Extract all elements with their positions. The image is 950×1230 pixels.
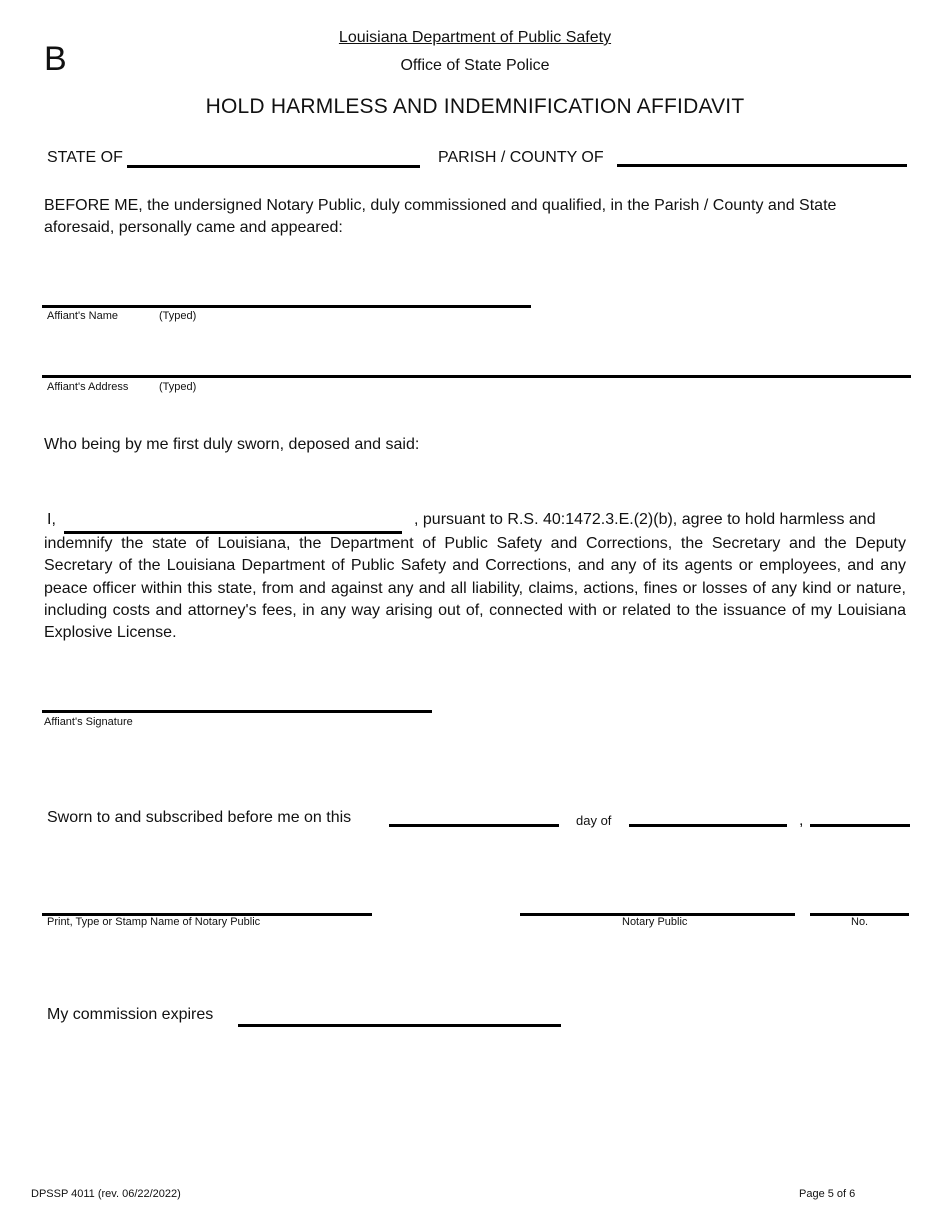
- agreement-i-label: I,: [47, 511, 56, 528]
- affiant-address-field[interactable]: [42, 375, 911, 378]
- office-header: Office of State Police: [400, 57, 550, 74]
- subscribed-month-field[interactable]: [629, 824, 787, 827]
- parish-county-label: PARISH / COUNTY OF: [438, 149, 604, 166]
- subscribed-year-field[interactable]: [810, 824, 910, 827]
- subscribed-label: Sworn to and subscribed before me on this: [47, 809, 352, 826]
- affiant-name-field[interactable]: [42, 305, 531, 308]
- subscribed-day-field[interactable]: [389, 824, 559, 827]
- affiant-name-label: Affiant's Name: [47, 310, 118, 322]
- agreement-first-line: , pursuant to R.S. 40:1472.3.E.(2)(b), agree to hold harmless and: [414, 511, 876, 528]
- affiant-signature-label: Affiant's Signature: [44, 716, 133, 728]
- department-header: Louisiana Department of Public Safety: [338, 29, 612, 46]
- day-of-label: day of: [576, 813, 612, 828]
- document-title: HOLD HARMLESS AND INDEMNIFICATION AFFIDAVIT: [205, 95, 745, 118]
- affiant-address-label: Affiant's Address: [47, 381, 129, 393]
- commission-expires-field[interactable]: [238, 1024, 561, 1027]
- state-field[interactable]: [127, 165, 420, 168]
- affiant-signature-field[interactable]: [42, 710, 432, 713]
- commission-expires-label: My commission expires: [47, 1006, 214, 1023]
- affiant-name-hint: (Typed): [159, 310, 197, 322]
- date-comma: ,: [799, 812, 804, 829]
- parish-county-field[interactable]: [617, 164, 907, 167]
- affiant-address-hint: (Typed): [159, 381, 197, 393]
- agreement-paragraph: indemnify the state of Louisiana, the Department of Public Safety and Corrections, the Secretary and the Deputy Secretary of the Louisiana Department of Public Safety and Corrections, and any of its agents or employees, and any peace officer within this state, from and against any and all liability, claims, actions, fines or losses of any kind or nature, including costs and attorney's fees, in any way arising out of, connected with or related to the issuance of my Louisiana Explosive License.: [44, 535, 906, 642]
- state-label: STATE OF: [47, 149, 123, 166]
- sworn-statement: Who being by me first duly sworn, deposed and said:: [44, 436, 420, 453]
- form-number: DPSSP 4011 (rev. 06/22/2022): [31, 1188, 181, 1200]
- page-number: Page 5 of 6: [799, 1188, 856, 1200]
- form-letter: B: [44, 40, 67, 78]
- notary-number-label: No.: [851, 916, 869, 928]
- intro-paragraph: BEFORE ME, the undersigned Notary Public, duly commissioned and qualified, in the Parish / County and State aforesaid, personally came and appeared:: [44, 197, 837, 236]
- notary-name-label: Print, Type or Stamp Name of Notary Public: [47, 916, 261, 928]
- notary-public-label: Notary Public: [622, 916, 688, 928]
